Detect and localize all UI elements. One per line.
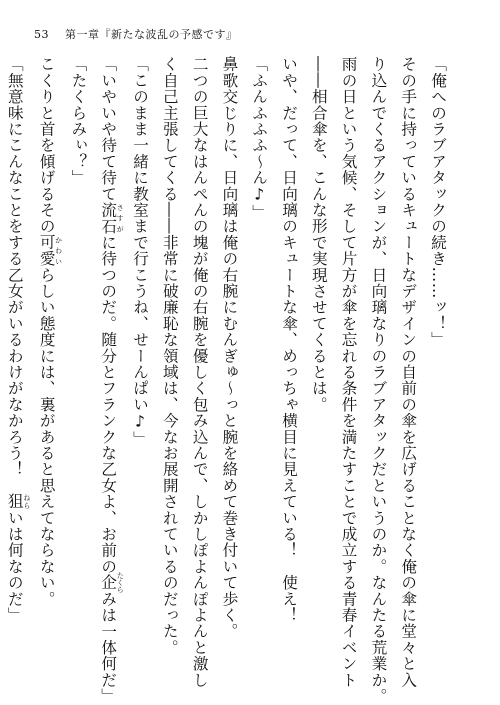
text-line: 「ふんふふふ～ん♪」 (250, 56, 269, 221)
ruby-nerai: 狙 ねら (5, 493, 31, 510)
text-line: 「俺へのラブアタックの続き……ッ！」 (429, 56, 447, 348)
ruby-kawai: 可愛 かわい (37, 234, 63, 267)
running-head (34, 26, 238, 42)
text-line: いや、だって、日向璃のキュートな傘、めっちゃ横目に見えている！ 使え！ (280, 56, 299, 623)
text-line: ――相合傘を、こんな形で実現させてくるとは。 (309, 56, 328, 413)
chapter-label: 第一章 (65, 28, 100, 41)
text-line: 「このまま一緒に教室まで行こうね、せーんぱい♪」 (131, 56, 150, 448)
ruby-reading: かわい (54, 234, 63, 267)
ruby-reading: ねら (22, 493, 31, 510)
text-line: り込んでくるアクションが、日向璃なりのラブアタックだというのか。なんたる荒業か。 (369, 56, 388, 704)
ruby-takurami: 企 たくら (99, 572, 125, 594)
text-line: その手に持っているキュートなデザインの自前の傘を広げることなく俺の傘に堂々と入 (399, 56, 418, 688)
ruby-reading: たくら (116, 572, 125, 594)
ruby-reading: さすが (116, 201, 125, 235)
page-number: 53 (34, 28, 49, 41)
chapter-title: 『新たな波乱の予感です』 (99, 28, 238, 41)
text-line: 「たくらみぃ？」 (69, 56, 88, 186)
text-line: 鼻歌交じりに、日向璃は俺の右腕にむんぎゅ～っと腕を絡めて巻き付いて歩く。 (220, 56, 239, 640)
text-line: く自己主張してくる――非常に破廉恥な領域は、今なお展開されているのだった。 (160, 56, 179, 656)
vertical-text-block (0, 56, 452, 705)
text-line: 二つの巨大なはんぺんの塊が俺の右腕を優しく包み込んで、しかしぽよんぽよんと激し (190, 56, 209, 688)
text-line: 雨の日という気候、そして片方が傘を忘れる条件を満たすことで成立する青春イベント (339, 56, 358, 688)
ruby-sasuga: 流石 さすが (99, 201, 125, 235)
text-line: こくりと首を傾げるその可愛 かわいらしい態度には、裏があると思えてならない。 (37, 56, 63, 607)
text-line: 「無意味にこんなことをする乙女がいるわけがなかろう！ 狙 ねらいは何なのだ」 (5, 56, 31, 624)
text-line: 「いやいや待て待て流石 さすがに待つのだ。随分とフランクな乙女よ、お前の企 たくらみは一体何だ」 (99, 56, 125, 705)
